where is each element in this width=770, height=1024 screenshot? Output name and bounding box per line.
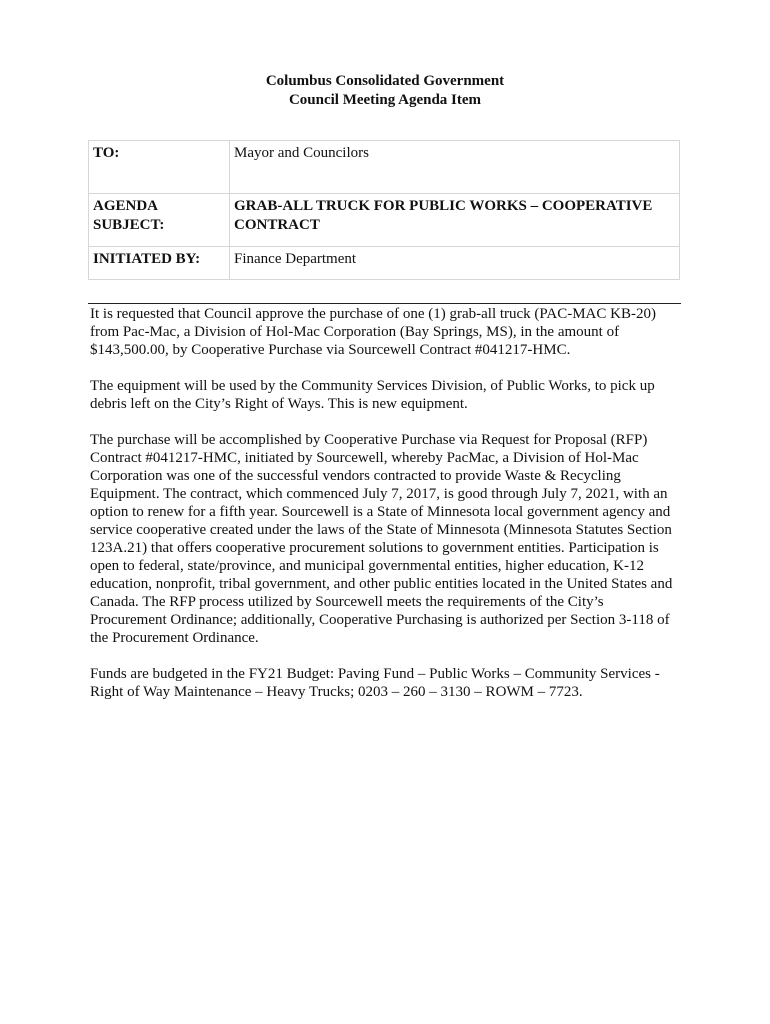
document-body (90, 305, 682, 719)
agenda-meta-table (88, 140, 680, 280)
text-line: from Pac-Mac, a Division of Hol-Mac Corporation (Bay Springs, MS), in the amount of (90, 324, 620, 340)
text-line: $143,500.00, by Cooperative Purchase via Sourcewell Contract #041217-HMC. (90, 342, 571, 358)
initiated-value: Finance Department (230, 247, 680, 280)
subject-label (89, 194, 230, 247)
text-line: open to federal, state/province, and municipal governmental entities, higher education, K-12 (90, 558, 644, 574)
subject-value-line: CONTRACT (234, 217, 320, 233)
paragraph-funding (90, 665, 682, 701)
text-line: It is requested that Council approve the purchase of one (1) grab-all truck (PAC-MAC KB-20) (90, 306, 656, 322)
initiated-label: INITIATED BY: (89, 247, 230, 280)
text-line: service cooperative created under the laws of the State of Minnesota (Minnesota Statutes Section (90, 522, 672, 538)
to-label: TO: (89, 141, 230, 194)
subject-value-line: GRAB-ALL TRUCK FOR PUBLIC WORKS – COOPERATIVE (234, 198, 653, 214)
text-line: Right of Way Maintenance – Heavy Trucks; 0203 – 260 – 3130 – ROWM – 7723. (90, 684, 583, 700)
subject-value (230, 194, 680, 247)
text-line: The equipment will be used by the Community Services Division, of Public Works, to pick up (90, 378, 655, 394)
text-line: Procurement Ordinance; additionally, Cooperative Purchasing is authorized per Section 3-118 of (90, 612, 670, 628)
text-line: The purchase will be accomplished by Cooperative Purchase via Request for Proposal (RFP) (90, 432, 648, 448)
text-line: education, nonprofit, tribal government, and other public entities located in the United States and (90, 576, 673, 592)
header-doc-title: Council Meeting Agenda Item (288, 92, 482, 108)
subject-row (89, 194, 680, 247)
text-line: Funds are budgeted in the FY21 Budget: Paving Fund – Public Works – Community Services - (90, 666, 660, 682)
text-line: Contract #041217-HMC, initiated by Sourcewell, whereby PacMac, a Division of Hol-Mac (90, 450, 639, 466)
to-row (89, 141, 680, 194)
paragraph-request (90, 305, 682, 359)
paragraph-purchase-details (90, 431, 682, 647)
subject-label-line: AGENDA (93, 198, 159, 214)
subject-label-line: SUBJECT: (93, 217, 165, 233)
document-header (0, 72, 770, 110)
section-divider (88, 303, 681, 304)
paragraph-equipment-use (90, 377, 682, 413)
text-line: 123A.21) that offers cooperative procurement solutions to government entities. Participation is (90, 540, 659, 556)
text-line: Corporation was one of the successful vendors contracted to provide Waste & Recycling (90, 468, 621, 484)
initiated-row (89, 247, 680, 280)
text-line: debris left on the City’s Right of Ways. This is new equipment. (90, 396, 468, 412)
to-value: Mayor and Councilors (230, 141, 680, 194)
text-line: option to renew for a fifth year. Sourcewell is a State of Minnesota local government agency and (90, 504, 671, 520)
text-line: Canada. The RFP process utilized by Sourcewell meets the requirements of the City’s (90, 594, 604, 610)
header-org-name: Columbus Consolidated Government (265, 73, 505, 89)
text-line: the Procurement Ordinance. (90, 630, 259, 646)
text-line: Equipment. The contract, which commenced July 7, 2017, is good through July 7, 2021, with an (90, 486, 668, 502)
